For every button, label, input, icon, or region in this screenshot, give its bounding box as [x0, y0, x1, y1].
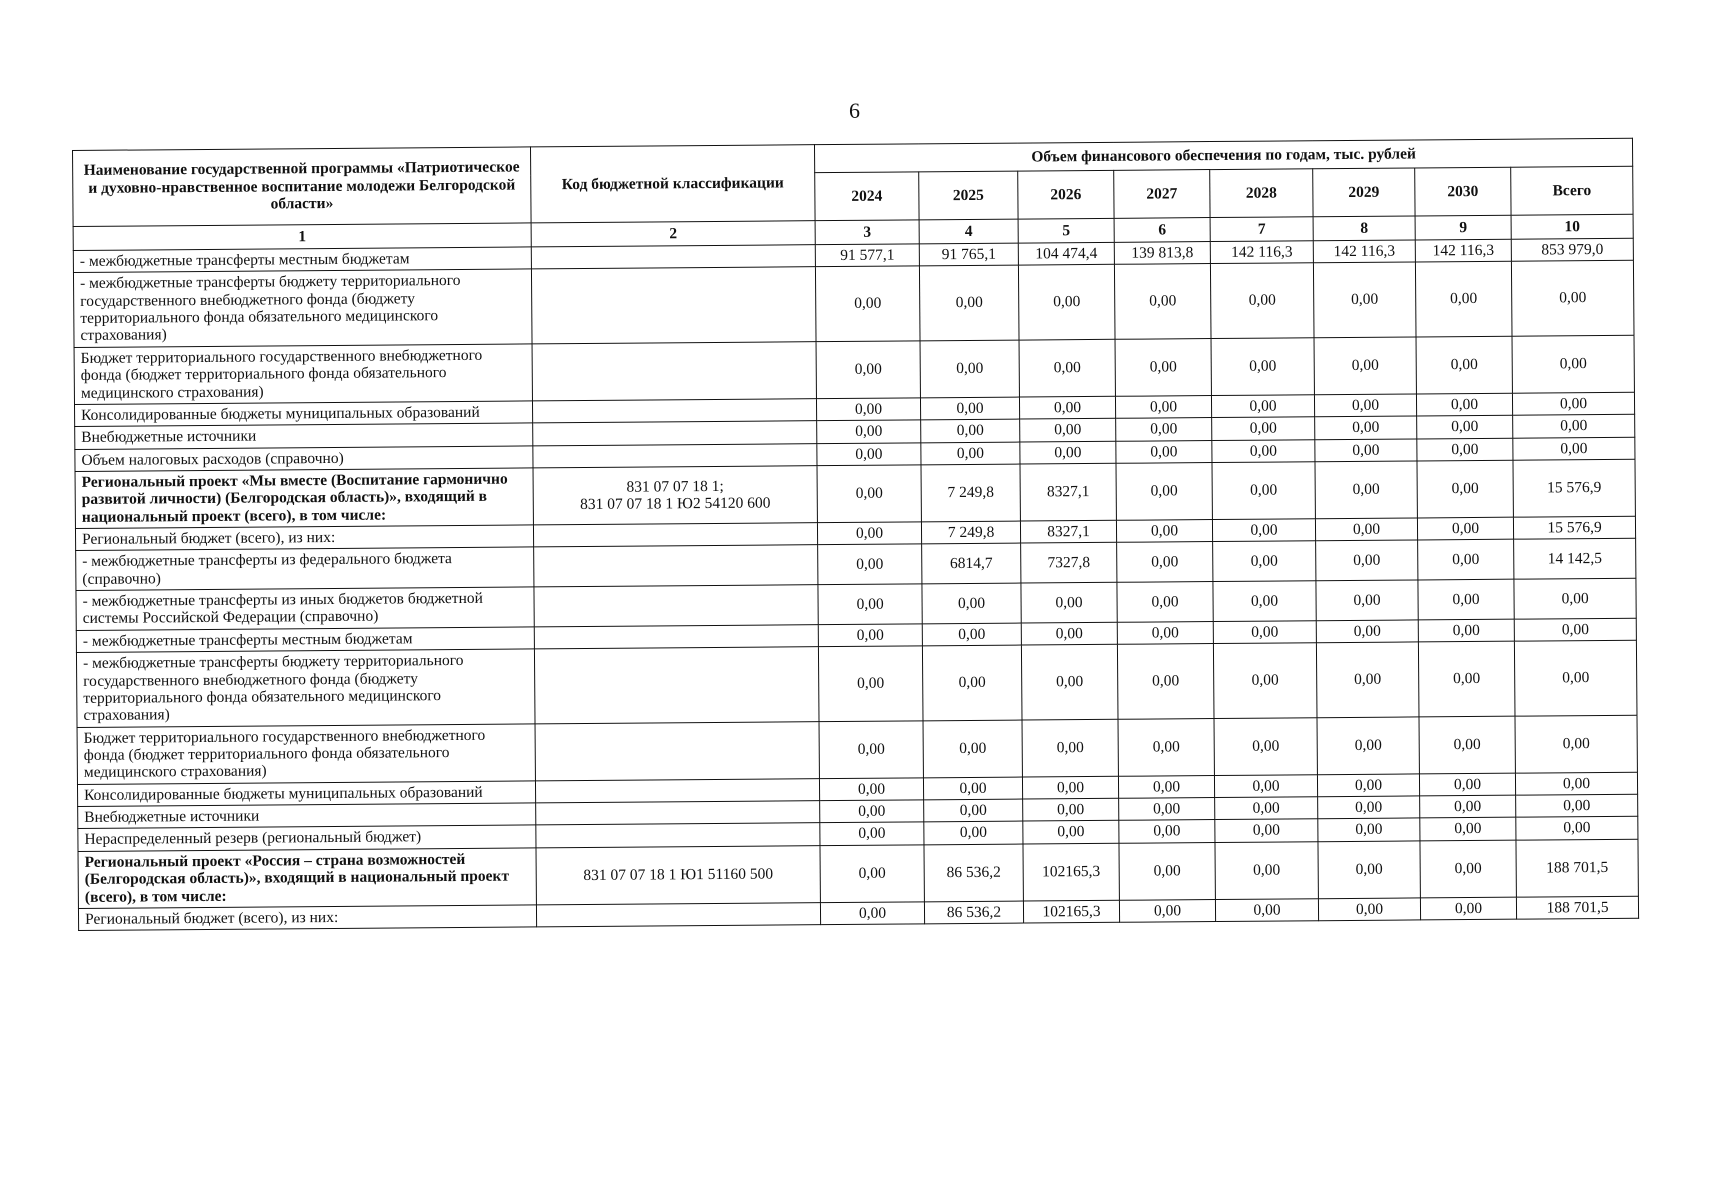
column-number: 9: [1415, 215, 1511, 240]
row-value-cell: 0,00: [1315, 518, 1417, 541]
row-total-cell: 0,00: [1514, 578, 1636, 619]
column-number: 2: [531, 221, 815, 247]
row-total-cell: 0,00: [1513, 437, 1635, 460]
row-value-cell: 0,00: [1419, 716, 1515, 774]
row-value-cell: 0,00: [1416, 336, 1512, 394]
row-value-cell: 91 577,1: [815, 244, 919, 267]
row-name-cell: Бюджет территориального государственного внебюджетного фонда (бюджет территориального фонда обязательного медицинского страхования): [74, 344, 532, 405]
row-total-cell: 188 701,5: [1516, 896, 1638, 919]
row-code-cell: [533, 421, 817, 446]
row-value-cell: 0,00: [1022, 719, 1118, 777]
row-value-cell: 0,00: [921, 442, 1020, 465]
row-value-cell: 0,00: [1019, 396, 1115, 419]
budget-table: [72, 138, 1639, 931]
row-name-cell: - межбюджетные трансферты местным бюджетам: [73, 247, 531, 273]
row-value-cell: 0,00: [1119, 842, 1215, 900]
row-value-cell: 0,00: [1416, 393, 1512, 416]
row-value-cell: 0,00: [820, 845, 924, 903]
row-value-cell: 0,00: [1212, 439, 1315, 462]
row-value-cell: 0,00: [1215, 899, 1318, 922]
row-code-cell: [531, 245, 815, 270]
row-value-cell: 0,00: [1420, 818, 1516, 841]
header-total: Всего: [1511, 166, 1633, 215]
row-value-cell: 0,00: [1212, 462, 1315, 520]
row-value-cell: 0,00: [1314, 394, 1416, 417]
row-value-cell: 0,00: [1213, 581, 1316, 622]
row-value-cell: 0,00: [920, 397, 1019, 420]
row-total-cell: 0,00: [1512, 335, 1635, 393]
row-value-cell: 0,00: [1420, 840, 1516, 898]
row-value-cell: 142 116,3: [1313, 240, 1415, 263]
row-code-cell: [532, 341, 816, 400]
header-volume-group: Объем финансового обеспечения по годам, тыс. рублей: [814, 138, 1632, 172]
row-value-cell: 7327,8: [1021, 543, 1117, 583]
row-value-cell: 0,00: [818, 584, 922, 625]
row-code-cell: [535, 721, 819, 780]
row-value-cell: 0,00: [1211, 338, 1314, 396]
row-value-cell: 0,00: [1313, 262, 1416, 337]
row-value-cell: 0,00: [1210, 263, 1314, 338]
row-value-cell: 0,00: [816, 398, 920, 421]
row-value-cell: 8327,1: [1020, 463, 1116, 521]
row-name-cell: Объем налоговых расходов (справочно): [75, 445, 533, 471]
row-total-cell: 0,00: [1516, 794, 1638, 817]
row-value-cell: 0,00: [817, 522, 921, 545]
row-value-cell: 0,00: [1420, 795, 1516, 818]
row-total-cell: 0,00: [1511, 261, 1634, 336]
row-value-cell: 0,00: [1212, 417, 1315, 440]
row-code-cell: 831 07 07 18 1 Ю1 51160 500: [536, 845, 820, 904]
row-value-cell: 0,00: [1116, 418, 1212, 441]
column-number: 4: [919, 219, 1018, 244]
row-value-cell: 0,00: [1215, 842, 1318, 900]
row-value-cell: 0,00: [1117, 542, 1213, 582]
row-name-cell: - межбюджетные трансферты из иных бюджетов бюджетной системы Российской Федерации (справочно): [76, 587, 534, 630]
row-value-cell: 0,00: [1316, 540, 1418, 581]
row-value-cell: 0,00: [818, 544, 922, 585]
row-value-cell: 0,00: [1214, 774, 1317, 797]
row-value-cell: 0,00: [1212, 519, 1315, 542]
row-value-cell: 0,00: [817, 420, 921, 443]
row-value-cell: 0,00: [817, 465, 921, 523]
row-value-cell: 0,00: [816, 341, 920, 399]
row-value-cell: 0,00: [1317, 774, 1419, 797]
row-value-cell: 0,00: [923, 720, 1022, 778]
row-code-cell: [531, 267, 816, 344]
row-value-cell: 0,00: [1316, 580, 1418, 621]
row-value-cell: 0,00: [1022, 776, 1118, 799]
row-value-cell: 0,00: [1417, 460, 1513, 518]
table-body: [73, 238, 1638, 930]
row-value-cell: 102165,3: [1023, 900, 1119, 923]
row-value-cell: 0,00: [1417, 415, 1513, 438]
row-value-cell: 91 765,1: [919, 243, 1018, 266]
row-value-cell: 0,00: [1316, 642, 1419, 717]
row-value-cell: 0,00: [820, 800, 924, 823]
row-value-cell: 0,00: [1119, 798, 1215, 821]
header-year: 2025: [919, 171, 1018, 220]
row-value-cell: 0,00: [1021, 582, 1117, 622]
row-value-cell: 0,00: [924, 799, 1023, 822]
row-value-cell: 0,00: [1418, 619, 1514, 642]
row-value-cell: 104 474,4: [1018, 242, 1114, 265]
row-value-cell: 86 536,2: [924, 844, 1023, 902]
row-value-cell: 0,00: [1118, 718, 1214, 776]
row-value-cell: 0,00: [1115, 338, 1211, 396]
row-code-cell: [532, 399, 816, 424]
row-value-cell: 0,00: [1315, 461, 1417, 519]
row-code-cell: [533, 523, 817, 548]
row-value-cell: 0,00: [1020, 419, 1116, 442]
table-row: [73, 261, 1634, 348]
row-value-cell: 0,00: [922, 623, 1021, 646]
row-value-cell: 0,00: [1415, 262, 1512, 337]
row-name-cell: Нераспределенный резерв (региональный бюджет): [78, 825, 536, 851]
table-row: [76, 640, 1637, 727]
row-code-cell: [534, 624, 818, 649]
row-value-cell: 0,00: [1213, 541, 1316, 582]
row-value-cell: 0,00: [1019, 339, 1115, 397]
row-value-cell: 0,00: [1114, 264, 1211, 339]
row-value-cell: 0,00: [1116, 463, 1212, 521]
row-value-cell: 0,00: [1116, 520, 1212, 543]
row-value-cell: 0,00: [1117, 621, 1213, 644]
row-code-cell: 831 07 07 18 1; 831 07 07 18 1 Ю2 54120 600: [533, 466, 817, 525]
row-value-cell: 0,00: [1213, 643, 1317, 718]
row-value-cell: 0,00: [1115, 395, 1211, 418]
row-total-cell: 15 576,9: [1513, 516, 1635, 539]
row-value-cell: 0,00: [1318, 898, 1420, 921]
row-total-cell: 0,00: [1513, 414, 1635, 437]
row-total-cell: 0,00: [1514, 618, 1636, 641]
row-value-cell: 0,00: [1118, 775, 1214, 798]
row-value-cell: 0,00: [921, 419, 1020, 442]
row-value-cell: 0,00: [922, 645, 1022, 720]
row-value-cell: 0,00: [1117, 582, 1213, 622]
row-name-cell: Региональный бюджет (всего), из них:: [75, 525, 533, 551]
header-year: 2029: [1313, 168, 1415, 217]
row-value-cell: 142 116,3: [1415, 239, 1511, 262]
row-value-cell: 0,00: [819, 720, 923, 778]
row-value-cell: 0,00: [1116, 440, 1212, 463]
row-value-cell: 0,00: [1417, 438, 1513, 461]
row-value-cell: 0,00: [1018, 265, 1115, 340]
row-name-cell: Региональный проект «Россия – страна возможностей (Белгородская область)», входящий в национальный проект (всего), в том числе:: [78, 848, 536, 909]
header-year: 2027: [1114, 170, 1210, 219]
row-total-cell: 0,00: [1512, 392, 1634, 415]
row-value-cell: 86 536,2: [924, 901, 1023, 924]
row-value-cell: 0,00: [1316, 620, 1418, 643]
row-value-cell: 0,00: [820, 902, 924, 925]
column-number: 8: [1313, 216, 1415, 241]
row-name-cell: Внебюджетные источники: [75, 423, 533, 449]
row-value-cell: 0,00: [1318, 841, 1420, 899]
row-value-cell: 0,00: [1317, 717, 1419, 775]
page-number: 6: [849, 98, 860, 123]
row-value-cell: 0,00: [1318, 818, 1420, 841]
column-number: 5: [1018, 218, 1114, 243]
row-value-cell: 0,00: [1215, 797, 1318, 820]
row-total-cell: 0,00: [1516, 817, 1638, 840]
row-name-cell: - межбюджетные трансферты бюджету территориального государственного внебюджетного фонда (бюджету территориального фонда обязательного медицинского страхования): [73, 269, 532, 347]
row-value-cell: 0,00: [1020, 441, 1116, 464]
row-value-cell: 0,00: [922, 583, 1021, 623]
row-name-cell: Внебюджетные источники: [78, 803, 536, 829]
row-code-cell: [533, 443, 817, 468]
header-year: 2030: [1415, 167, 1511, 216]
table-header: [73, 138, 1634, 250]
row-value-cell: 0,00: [1117, 644, 1214, 719]
row-code-cell: [534, 647, 819, 724]
row-name-cell: Региональный бюджет (всего), из них:: [78, 905, 536, 931]
row-code-cell: [536, 903, 820, 928]
row-value-cell: 0,00: [817, 442, 921, 465]
row-value-cell: 0,00: [1119, 820, 1215, 843]
row-value-cell: 0,00: [1418, 540, 1514, 580]
row-value-cell: 0,00: [1417, 517, 1513, 540]
row-name-cell: Консолидированные бюджеты муниципальных образований: [77, 781, 535, 807]
header-name-column: Наименование государственной программы «Патриотическое и духовно-нравственное воспитание молодежи Белгородской области»: [73, 147, 532, 227]
row-code-cell: [536, 801, 820, 826]
row-total-cell: 853 979,0: [1511, 238, 1633, 261]
row-value-cell: 0,00: [920, 340, 1019, 398]
row-value-cell: 7 249,8: [921, 464, 1020, 522]
row-code-cell: [534, 545, 818, 587]
header-code-column: Код бюджетной классификации: [530, 145, 815, 223]
row-value-cell: 102165,3: [1023, 843, 1119, 901]
row-value-cell: 0,00: [820, 822, 924, 845]
row-name-cell: Бюджет территориального государственного внебюджетного фонда (бюджет территориального фонда обязательного медицинского страхования): [77, 724, 535, 785]
row-value-cell: 0,00: [1215, 819, 1318, 842]
row-value-cell: 6814,7: [922, 543, 1021, 583]
header-year: 2024: [815, 172, 919, 221]
row-code-cell: [534, 585, 818, 627]
row-value-cell: 0,00: [1214, 717, 1317, 775]
row-value-cell: 0,00: [1418, 641, 1515, 716]
row-value-cell: 0,00: [1023, 798, 1119, 821]
row-value-cell: 0,00: [818, 646, 923, 721]
row-name-cell: - межбюджетные трансферты бюджету территориального государственного внебюджетного фонда (бюджету территориального фонда обязательного медицинского страхования): [76, 649, 535, 727]
row-value-cell: 0,00: [923, 777, 1022, 800]
row-value-cell: 0,00: [1021, 644, 1118, 719]
row-value-cell: 0,00: [1418, 579, 1514, 619]
row-value-cell: 0,00: [1023, 821, 1119, 844]
row-value-cell: 0,00: [1318, 796, 1420, 819]
row-value-cell: 0,00: [1315, 416, 1417, 439]
row-name-cell: Региональный проект «Мы вместе (Воспитание гармонично развитой личности) (Белгородская область)», входящий в национальный проект (всего), в том числе:: [75, 468, 533, 529]
row-value-cell: 0,00: [924, 821, 1023, 844]
row-value-cell: 0,00: [919, 265, 1019, 340]
row-name-cell: - межбюджетные трансферты из федерального бюджета (справочно): [76, 547, 534, 590]
row-total-cell: 0,00: [1514, 640, 1637, 715]
row-value-cell: 0,00: [1021, 622, 1117, 645]
row-value-cell: 0,00: [1419, 773, 1515, 796]
header-year: 2026: [1018, 170, 1114, 219]
row-value-cell: 0,00: [1314, 337, 1416, 395]
column-number: 6: [1114, 218, 1210, 243]
row-value-cell: 0,00: [1213, 621, 1316, 644]
row-name-cell: Консолидированные бюджеты муниципальных образований: [74, 401, 532, 427]
row-value-cell: 0,00: [1420, 897, 1516, 920]
row-value-cell: 0,00: [818, 624, 922, 647]
row-total-cell: 15 576,9: [1513, 459, 1636, 517]
row-total-cell: 0,00: [1515, 715, 1638, 773]
row-total-cell: 14 142,5: [1514, 539, 1636, 580]
row-value-cell: 0,00: [819, 778, 923, 801]
row-total-cell: 188 701,5: [1516, 839, 1639, 897]
row-value-cell: 139 813,8: [1114, 242, 1210, 265]
column-number: 1: [73, 223, 531, 251]
budget-table-container: [72, 138, 1639, 931]
column-number: 10: [1511, 214, 1633, 239]
row-code-cell: [536, 823, 820, 848]
row-total-cell: 0,00: [1515, 772, 1637, 795]
row-value-cell: 0,00: [1119, 899, 1215, 922]
row-value-cell: 142 116,3: [1210, 241, 1313, 264]
row-value-cell: 0,00: [815, 266, 920, 341]
row-value-cell: 8327,1: [1020, 520, 1116, 543]
column-number: 7: [1210, 217, 1313, 242]
row-value-cell: 0,00: [1315, 439, 1417, 462]
row-name-cell: - межбюджетные трансферты местным бюджетам: [76, 627, 534, 653]
row-value-cell: 7 249,8: [921, 521, 1020, 544]
header-year: 2028: [1210, 169, 1313, 218]
row-value-cell: 0,00: [1211, 395, 1314, 418]
column-number: 3: [815, 220, 919, 245]
row-code-cell: [535, 778, 819, 803]
